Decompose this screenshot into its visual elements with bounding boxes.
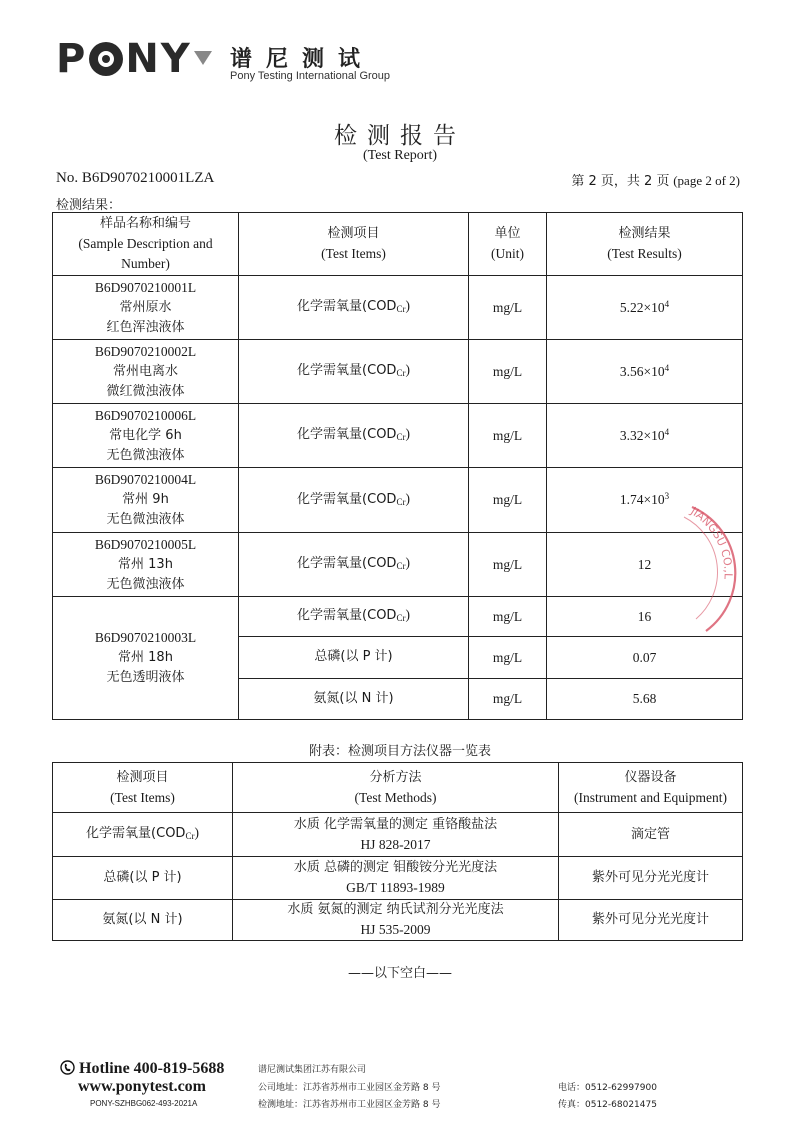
unit-cell: mg/L	[469, 340, 547, 404]
unit-cell: mg/L	[469, 679, 547, 720]
sample-name: 常州电离水	[112, 363, 178, 379]
page-info-cn: 第 2 页，共 2 页	[571, 174, 670, 189]
logo-letters-ny: NY	[125, 36, 192, 82]
result-exponent: 4	[664, 362, 670, 373]
method-cell	[233, 900, 559, 941]
sample-desc: 无色透明液体	[106, 670, 185, 685]
unit-cell: mg/L	[469, 637, 547, 679]
method-name: 水质 氨氮的测定 纳氏试剂分光光度法	[287, 902, 504, 917]
test-item-sub: Cr	[396, 561, 406, 571]
result-value: 5.22×10	[619, 299, 665, 315]
blank-below-marker: ——以下空白——	[347, 966, 452, 981]
table-row	[53, 340, 743, 404]
table-row	[53, 813, 743, 857]
header-result	[547, 213, 743, 276]
table-row	[53, 900, 743, 941]
header-equipment-cn: 仪器设备	[624, 769, 677, 785]
result-value: 12	[637, 556, 652, 572]
header-method-item-cn: 检测项目	[116, 769, 169, 785]
page-info-en: (page 2 of 2)	[673, 173, 740, 188]
result-cell: 5.68	[547, 679, 743, 720]
header-method-item-en: (Test Items)	[110, 789, 175, 805]
test-item: 氨氮(以 N 计)	[313, 690, 394, 706]
sample-desc: 红色浑浊液体	[106, 319, 185, 335]
results-header-row	[53, 213, 743, 276]
sample-cell	[53, 276, 239, 340]
test-item-cell	[239, 340, 469, 404]
method-item: 化学需氧量(COD	[86, 826, 186, 841]
method-standard: GB/T 11893-1989	[346, 880, 445, 895]
test-item-cell	[239, 597, 469, 637]
hotline	[60, 1060, 224, 1078]
footer-company-address: 公司地址：江苏省苏州市工业园区金芳路 8 号	[258, 1083, 441, 1093]
annex-caption: 附表：检测项目方法仪器一览表	[308, 744, 491, 759]
test-item: 化学需氧量(COD	[297, 363, 397, 378]
method-standard: HJ 828-2017	[360, 836, 431, 852]
equipment-cell: 滴定管	[559, 813, 743, 857]
header-item	[239, 213, 469, 276]
sample-id: B6D9070210001L	[94, 279, 197, 295]
sample-name: 常州 13h	[118, 556, 173, 572]
website: www.ponytest.com	[78, 1078, 206, 1095]
test-item: 化学需氧量(COD	[297, 556, 397, 571]
sample-id: B6D9070210005L	[94, 536, 197, 552]
method-standard: HJ 535-2009	[360, 922, 431, 937]
unit-cell: mg/L	[469, 468, 547, 533]
results-label: 检测结果：	[56, 198, 122, 213]
test-item-cell	[239, 637, 469, 679]
sample-desc: 无色微浊液体	[106, 576, 185, 592]
header-result-cn: 检测结果	[618, 226, 671, 241]
test-item-tail: )	[405, 490, 410, 506]
sample-id: B6D9070210004L	[94, 472, 197, 487]
unit-cell: mg/L	[469, 276, 547, 340]
test-item-tail: )	[405, 426, 410, 441]
result-cell: 0.07	[547, 637, 743, 679]
test-item-tail: )	[405, 555, 410, 570]
sample-id: B6D9070210002L	[94, 343, 197, 359]
sample-id: B6D9070210003L	[94, 630, 197, 645]
stamp-text: JIANGSU CO.,L	[688, 505, 735, 580]
sample-cell	[53, 340, 239, 404]
test-item-cell	[239, 404, 469, 468]
header-equipment	[559, 763, 743, 813]
unit-cell: mg/L	[469, 597, 547, 637]
result-exponent: 4	[664, 298, 670, 309]
test-item-sub: Cr	[396, 432, 406, 442]
method-item: 氨氮(以 N 计)	[102, 911, 183, 927]
test-item-cell	[239, 468, 469, 533]
header-sample-en: (Sample Description and Number)	[78, 236, 213, 271]
sample-desc: 微红微浊液体	[106, 383, 185, 399]
result-value: 3.32×10	[619, 427, 665, 443]
sample-desc: 无色微浊液体	[106, 447, 185, 463]
test-item-cell	[239, 276, 469, 340]
brand-name-cn: 谱尼测试	[230, 47, 375, 72]
test-item: 总磷(以 P 计)	[314, 649, 393, 664]
test-item: 化学需氧量(COD	[297, 299, 397, 314]
company-seal-stamp	[662, 505, 782, 635]
sample-name: 常州 9h	[122, 492, 169, 507]
result-value: 1.74×10	[619, 492, 665, 507]
method-item-cell	[53, 857, 233, 900]
sample-desc: 无色微浊液体	[106, 512, 185, 527]
header-sample-cn: 样品名称和编号	[99, 216, 191, 231]
phone-icon	[60, 1060, 75, 1075]
method-item-cell	[53, 813, 233, 857]
report-title-cn: 检测报告	[334, 123, 466, 149]
header-unit-cn: 单位	[494, 226, 521, 241]
test-item-tail: )	[405, 607, 410, 622]
method-item-tail: )	[194, 825, 199, 840]
method-item-cell	[53, 900, 233, 941]
header-method	[233, 763, 559, 813]
footer-company: 谱尼测试集团江苏有限公司	[258, 1065, 367, 1075]
footer-fax: 传真：0512-68021475	[558, 1100, 657, 1110]
result-cell	[547, 276, 743, 340]
table-row	[53, 533, 743, 597]
hotline-text: Hotline 400-819-5688	[79, 1060, 225, 1077]
test-item: 化学需氧量(COD	[297, 427, 397, 442]
logo-letter-p: P	[56, 36, 88, 82]
table-row	[53, 857, 743, 900]
method-name: 水质 化学需氧量的测定 重铬酸盐法	[293, 816, 498, 832]
header-item-en: (Test Items)	[321, 246, 386, 261]
method-item-sub: Cr	[185, 831, 195, 841]
brand-name-en: Pony Testing International Group	[230, 70, 391, 82]
test-item: 化学需氧量(COD	[297, 491, 397, 507]
header-equipment-en: (Instrument and Equipment)	[574, 789, 727, 805]
sample-name: 常电化学 6h	[109, 427, 182, 443]
sample-cell	[53, 597, 239, 720]
report-number: No. B6D9070210001LZA	[56, 170, 215, 186]
method-cell	[233, 857, 559, 900]
test-item-sub: Cr	[396, 304, 406, 314]
report-title-en: (Test Report)	[362, 148, 438, 163]
test-item-cell	[239, 533, 469, 597]
unit-cell: mg/L	[469, 533, 547, 597]
header-unit-en: (Unit)	[491, 246, 524, 261]
logo-o-icon	[89, 42, 123, 76]
table-row	[53, 404, 743, 468]
page-info	[571, 170, 740, 190]
footer-phone: 电话：0512-62997900	[558, 1083, 657, 1093]
header-method-item	[53, 763, 233, 813]
result-cell	[547, 404, 743, 468]
result-exponent: 3	[664, 491, 670, 501]
result-cell	[547, 340, 743, 404]
table-row	[53, 597, 743, 637]
sample-name: 常州原水	[119, 299, 172, 315]
test-item-tail: )	[405, 298, 410, 313]
header-sample	[53, 213, 239, 276]
header-method-en: (Test Methods)	[354, 789, 437, 805]
equipment-cell: 紫外可见分光光度计	[559, 900, 743, 941]
header-method-cn: 分析方法	[369, 769, 422, 785]
results-table	[52, 212, 743, 720]
sample-cell	[53, 404, 239, 468]
method-name: 水质 总磷的测定 钼酸铵分光光度法	[293, 860, 498, 875]
header-unit	[469, 213, 547, 276]
equipment-cell: 紫外可见分光光度计	[559, 857, 743, 900]
sample-name: 常州 18h	[118, 650, 173, 665]
method-cell	[233, 813, 559, 857]
methods-table	[52, 762, 743, 941]
header-result-en: (Test Results)	[607, 246, 682, 261]
result-exponent: 4	[664, 426, 670, 437]
test-item-cell	[239, 679, 469, 720]
sample-id: B6D9070210006L	[94, 407, 197, 423]
test-item-sub: Cr	[396, 613, 406, 623]
table-row	[53, 276, 743, 340]
unit-cell: mg/L	[469, 404, 547, 468]
test-item-tail: )	[405, 362, 410, 377]
result-value: 3.56×10	[619, 363, 665, 379]
methods-header-row	[53, 763, 743, 813]
form-code: PONY-SZHBG062-493-2021A	[90, 1099, 198, 1108]
sample-cell	[53, 533, 239, 597]
logo-triangle-icon	[194, 49, 212, 69]
method-item: 总磷(以 P 计)	[103, 869, 182, 885]
sample-cell	[53, 468, 239, 533]
pony-logo	[56, 36, 212, 82]
test-item-sub: Cr	[396, 496, 406, 507]
test-item: 化学需氧量(COD	[297, 608, 397, 623]
result-cell: 16	[547, 597, 743, 637]
header-item-cn: 检测项目	[327, 226, 380, 241]
table-row	[53, 468, 743, 533]
footer-test-address: 检测地址：江苏省苏州市工业园区金芳路 8 号	[258, 1100, 441, 1110]
test-item-sub: Cr	[396, 368, 406, 378]
